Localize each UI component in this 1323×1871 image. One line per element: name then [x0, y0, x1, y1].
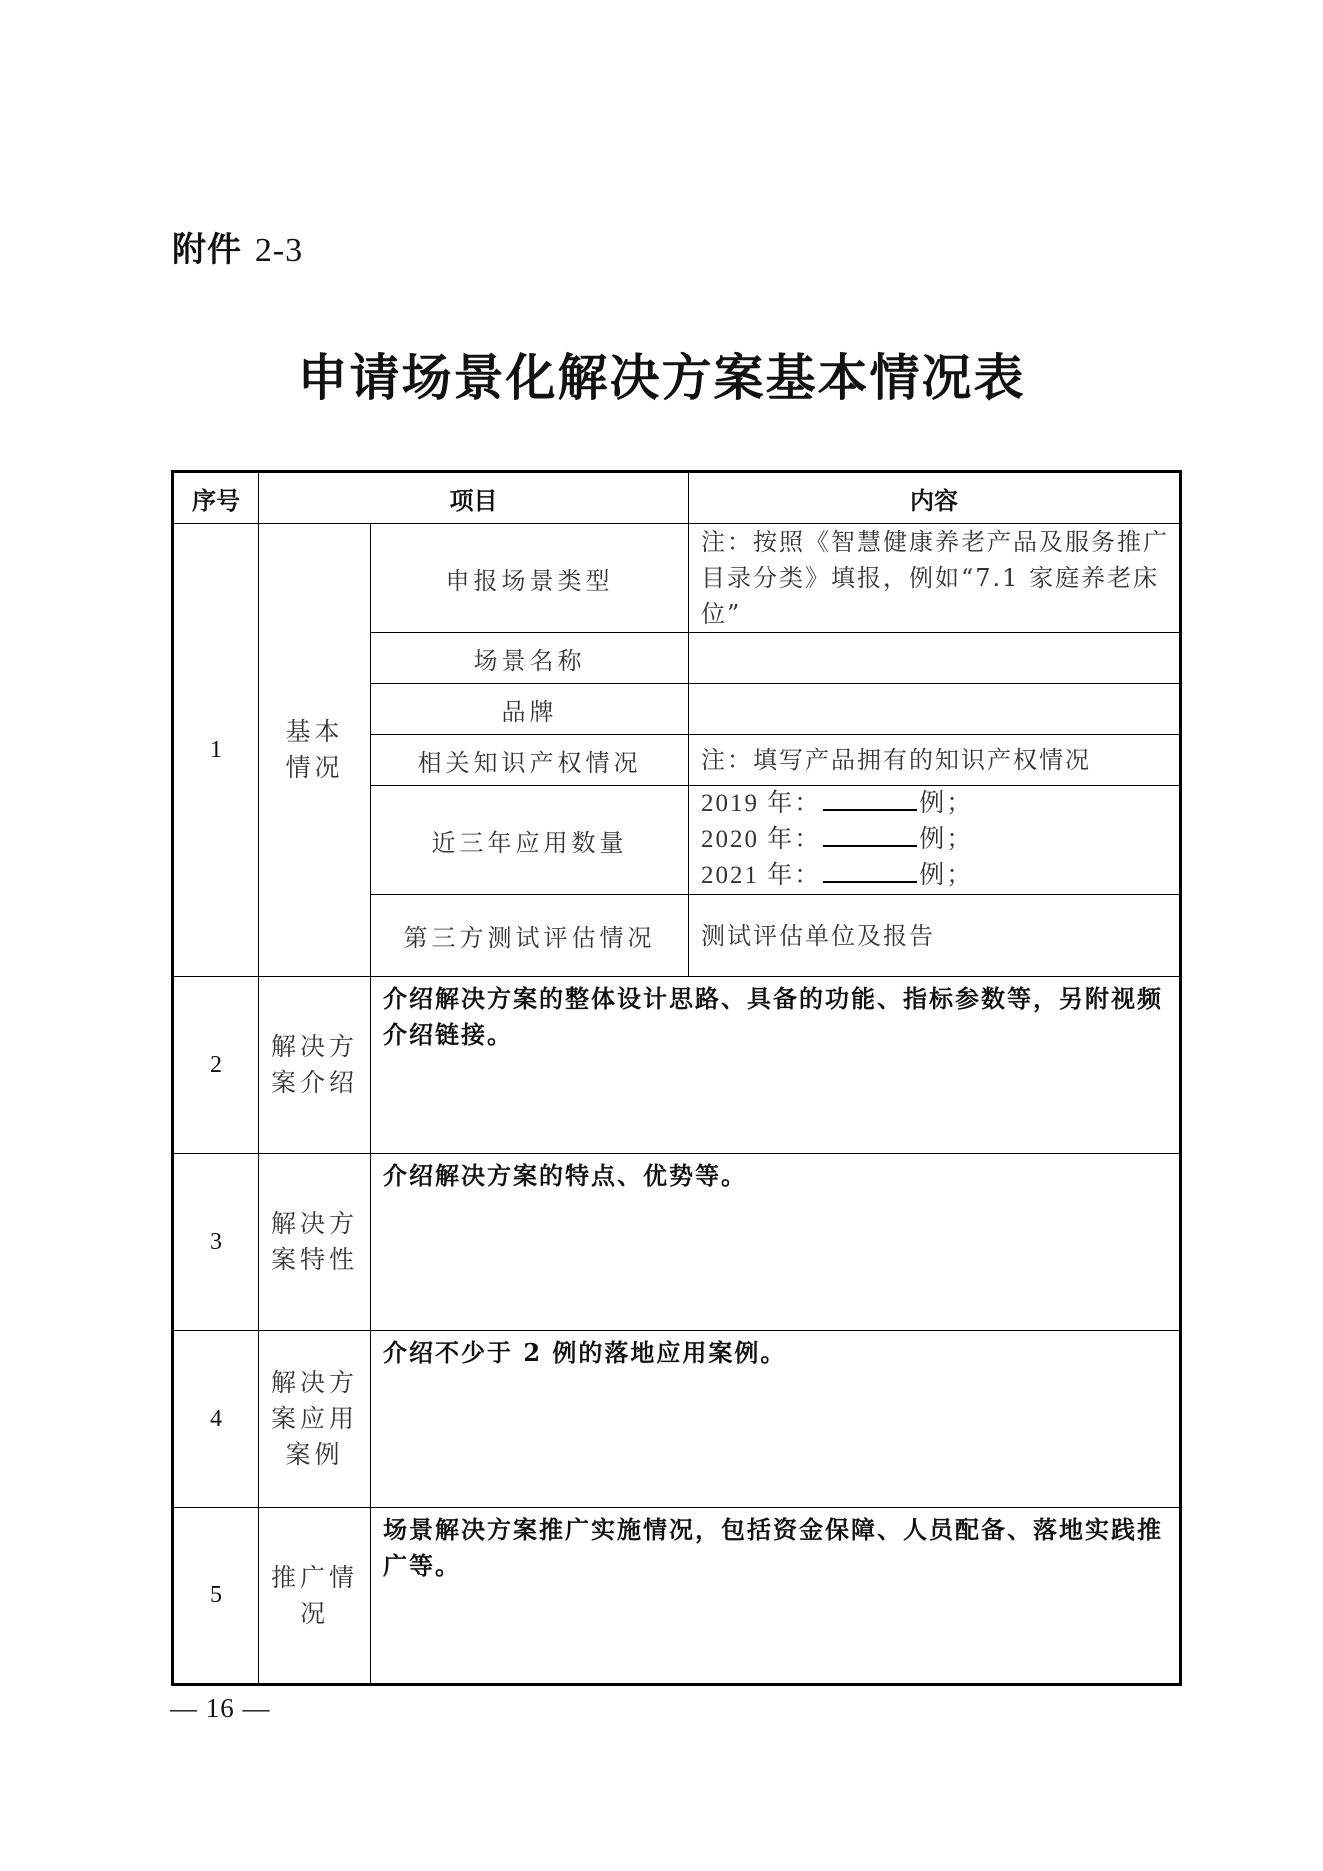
- count-line: 2019 年： 例；: [701, 786, 1171, 822]
- sub-item-value[interactable]: [689, 684, 1181, 735]
- page-title: 申请场景化解决方案基本情况表: [297, 348, 1026, 407]
- header-content: 内容: [689, 472, 1181, 524]
- row-category: 解决方 案介绍: [259, 977, 371, 1154]
- table-row: [173, 524, 1181, 633]
- row-category: 解决方 案应用 案例: [259, 1331, 371, 1508]
- header-index: 序号: [173, 472, 259, 524]
- row-index: 2: [173, 977, 259, 1154]
- row-index: 4: [173, 1331, 259, 1508]
- sub-item-label: 品牌: [371, 684, 689, 735]
- table-row: [173, 1154, 1181, 1331]
- application-form-table: [171, 470, 1182, 1686]
- row-index: 3: [173, 1154, 259, 1331]
- fill-blank[interactable]: [823, 823, 917, 847]
- row-content[interactable]: 介绍解决方案的整体设计思路、具备的功能、指标参数等，另附视频介绍链接。: [371, 977, 1181, 1154]
- sub-item-label: 相关知识产权情况: [371, 735, 689, 786]
- row-index: 5: [173, 1508, 259, 1685]
- table-header-row: [173, 472, 1181, 524]
- sub-item-label: 近三年应用数量: [371, 786, 689, 895]
- attachment-number: 2-3: [254, 232, 304, 269]
- table-row: [173, 977, 1181, 1154]
- row-content[interactable]: 介绍不少于 2 例的落地应用案例。: [371, 1331, 1181, 1508]
- row-category: 推广情 况: [259, 1508, 371, 1685]
- row-category: [259, 524, 371, 977]
- attachment-label: [172, 222, 303, 271]
- row-content[interactable]: 场景解决方案推广实施情况，包括资金保障、人员配备、落地实践推广等。: [371, 1508, 1181, 1685]
- sub-item-label: 申报场景类型: [371, 524, 689, 633]
- fill-blank[interactable]: [823, 859, 917, 883]
- row-content[interactable]: 介绍解决方案的特点、优势等。: [371, 1154, 1181, 1331]
- count-line: 2020 年： 例；: [701, 822, 1171, 858]
- fill-blank[interactable]: [823, 787, 917, 811]
- sub-item-label: 场景名称: [371, 633, 689, 684]
- sub-item-value[interactable]: 注：填写产品拥有的知识产权情况: [689, 735, 1181, 786]
- sub-item-label: 第三方测试评估情况: [371, 895, 689, 977]
- sub-item-value[interactable]: 测试评估单位及报告: [689, 895, 1181, 977]
- category-line: 基本: [285, 717, 344, 746]
- sub-item-value[interactable]: 注：按照《智慧健康养老产品及服务推广目录分类》填报，例如“7.1 家庭养老床位”: [689, 524, 1181, 633]
- application-counts[interactable]: [689, 786, 1181, 895]
- table-row: [173, 1508, 1181, 1685]
- count-line: 2021 年： 例；: [701, 858, 1171, 894]
- header-item: 项目: [259, 472, 689, 524]
- row-index: 1: [173, 524, 259, 977]
- category-line: 情况: [285, 753, 344, 782]
- row-category: 解决方 案特性: [259, 1154, 371, 1331]
- sub-item-value[interactable]: [689, 633, 1181, 684]
- table-row: [173, 1331, 1181, 1508]
- page-number: — 16 —: [170, 1693, 271, 1723]
- attachment-prefix: 附件: [172, 230, 242, 270]
